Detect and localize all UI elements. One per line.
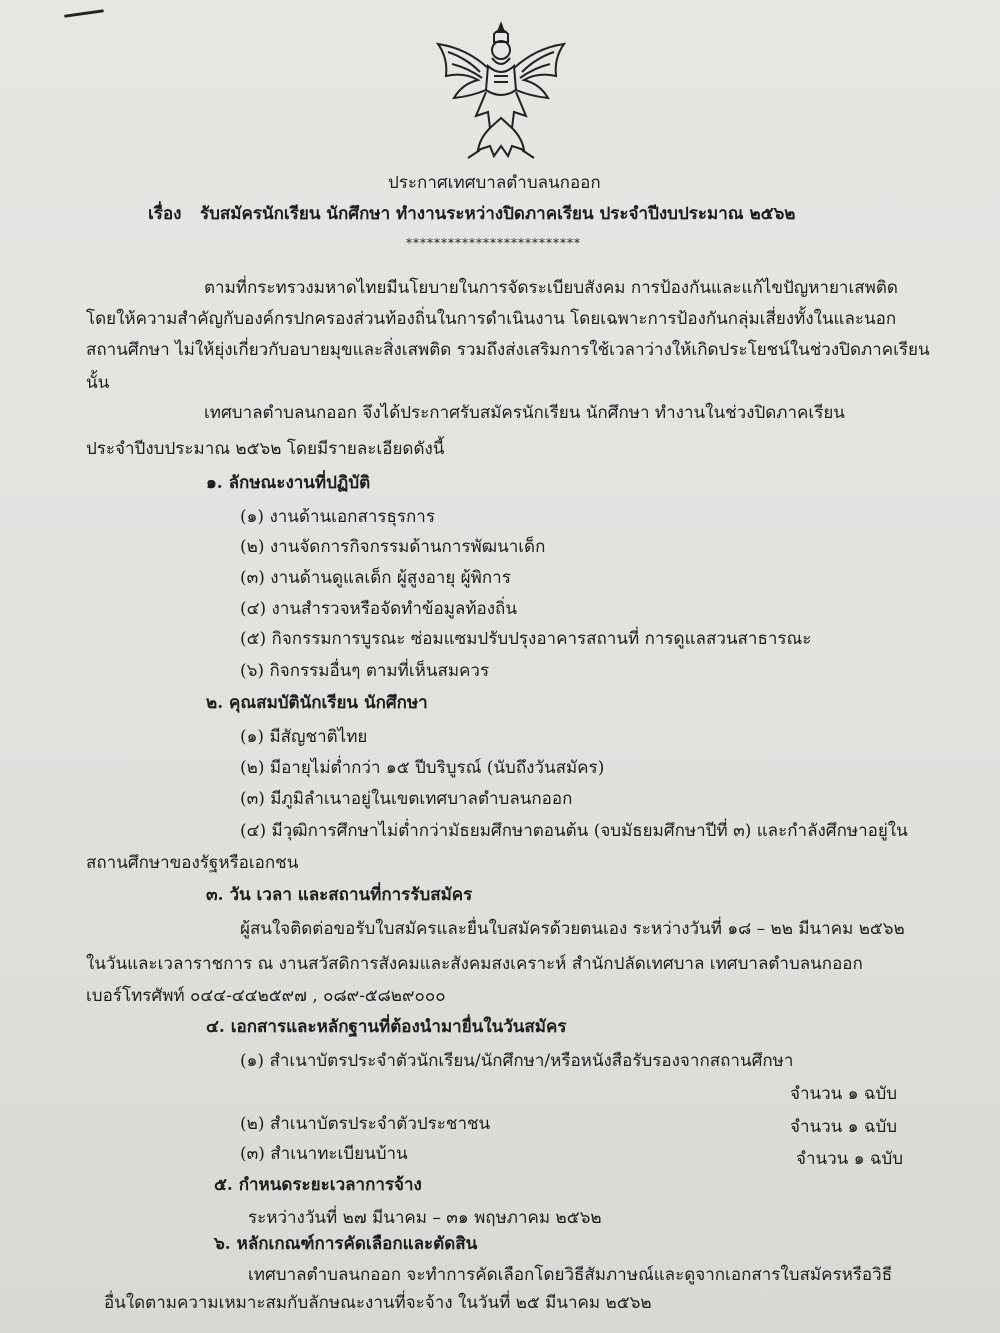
section-4-item-label: (๒) สำเนาบัตรประจำตัวประชาชน bbox=[240, 1114, 491, 1134]
section-4-item-label: (๓) สำเนาทะเบียนบ้าน bbox=[240, 1144, 408, 1164]
section-1-item: (๒) งานจัดการกิจกรรมด้านการพัฒนาเด็ก bbox=[240, 537, 546, 557]
section-1-item: (๓) งานด้านดูแลเด็ก ผู้สูงอายุ ผู้พิการ bbox=[240, 568, 511, 588]
garuda-emblem bbox=[428, 18, 574, 164]
intro-paragraph-2-line-2: ประจำปีงบประมาณ ๒๕๖๒ โดยมีรายละเอียดดังนี้ bbox=[86, 439, 445, 459]
section-5-heading: ๕. กำหนดระยะเวลาการจ้าง bbox=[214, 1175, 422, 1195]
section-5-line-1: ระหว่างวันที่ ๒๗ มีนาคม – ๓๑ พฤษภาคม ๒๕๖๒ bbox=[248, 1208, 602, 1228]
section-6-line-2: อื่นใดตามความเหมาะสมกับลักษณะงานที่จะจ้าง ในวันที่ ๒๕ มีนาคม ๒๕๖๒ bbox=[104, 1293, 652, 1313]
section-4-heading: ๔. เอกสารและหลักฐานที่ต้องนำมายื่นในวันสมัคร bbox=[206, 1017, 567, 1037]
subject-text: รับสมัครนักเรียน นักศึกษา ทำงานระหว่างปิดภาคเรียน ประจำปีงบประมาณ ๒๕๖๒ bbox=[200, 204, 796, 224]
section-2-heading: ๒. คุณสมบัตินักเรียน นักศึกษา bbox=[206, 693, 428, 713]
section-1-item: (๕) กิจกรรมการบูรณะ ซ่อมแซมปรับปรุงอาคารสถานที่ การดูแลสวนสาธารณะ bbox=[240, 629, 812, 649]
intro-paragraph-2-line-1: เทศบาลตำบลนกออก จึงได้ประกาศรับสมัครนักเรียน นักศึกษา ทำงานในช่วงปิดภาคเรียน bbox=[204, 403, 845, 423]
section-4-item-quantity: จำนวน ๑ ฉบับ bbox=[790, 1084, 898, 1104]
section-3-phone-line: เบอร์โทรศัพท์ ๐๔๔-๔๔๒๕๙๗ , ๐๘๙-๕๘๒๙๐๐๐ bbox=[86, 986, 446, 1006]
section-3-heading: ๓. วัน เวลา และสถานที่การรับสมัคร bbox=[206, 885, 473, 905]
section-1-item: (๑) งานด้านเอกสารธุรการ bbox=[240, 507, 435, 527]
section-2-item: (๒) มีอายุไม่ต่ำกว่า ๑๕ ปีบริบูรณ์ (นับถึงวันสมัคร) bbox=[240, 758, 605, 778]
section-6-heading: ๖. หลักเกณฑ์การคัดเลือกและตัดสิน bbox=[214, 1234, 478, 1254]
intro-paragraph-1-line-2: โดยให้ความสำคัญกับองค์กรปกครองส่วนท้องถิ่นในการดำเนินงาน โดยเฉพาะการป้องกันกลุ่มเสี่ยงทั้งในและนอก bbox=[86, 309, 897, 329]
section-1-item: (๔) งานสำรวจหรือจัดทำข้อมูลท้องถิ่น bbox=[240, 599, 517, 619]
section-4-item-label: (๑) สำเนาบัตรประจำตัวนักเรียน/นักศึกษา/หรือหนังสือรับรองจากสถานศึกษา bbox=[240, 1051, 794, 1071]
section-2-item: (๔) มีวุฒิการศึกษาไม่ต่ำกว่ามัธยมศึกษาตอนต้น (จบมัธยมศึกษาปีที่ ๓) และกำลังศึกษาอยู่ใน bbox=[240, 821, 908, 841]
intro-paragraph-1-line-3: สถานศึกษา ไม่ให้ยุ่งเกี่ยวกับอบายมุขและสิ่งเสพติด รวมถึงส่งเสริมการใช้เวลาว่างให้เกิดประโยชน์ในช่วงปิดภาคเรียน bbox=[86, 340, 930, 360]
subject-label: เรื่อง bbox=[148, 204, 182, 224]
intro-paragraph-1-line-1: ตามที่กระทรวงมหาดไทยมีนโยบายในการจัดระเบียบสังคม การป้องกันและแก้ไขปัญหายาเสพติด bbox=[204, 278, 898, 298]
section-2-item: (๑) มีสัญชาติไทย bbox=[240, 727, 368, 747]
section-4-item-quantity: จำนวน ๑ ฉบับ bbox=[790, 1117, 898, 1137]
office-title: ประกาศเทศบาลตำบลนกออก bbox=[388, 173, 601, 193]
section-2-item: (๓) มีภูมิลำเนาอยู่ในเขตเทศบาลตำบลนกออก bbox=[240, 789, 573, 809]
section-6-line-1: เทศบาลตำบลนกออก จะทำการคัดเลือกโดยวิธีสัมภาษณ์และดูจากเอกสารใบสมัครหรือวิธี bbox=[248, 1265, 893, 1285]
section-3-line-2: ในวันและเวลาราชการ ณ งานสวัสดิการสังคมและสังคมสงเคราะห์ สำนักปลัดเทศบาล เทศบาลตำบลนกออก bbox=[86, 954, 863, 974]
section-1-item: (๖) กิจกรรมอื่นๆ ตามที่เห็นสมควร bbox=[240, 661, 490, 681]
section-1-heading: ๑. ลักษณะงานที่ปฏิบัติ bbox=[206, 473, 371, 493]
title-separator: ************************* bbox=[406, 236, 581, 250]
section-2-item-4-continuation: สถานศึกษาของรัฐหรือเอกชน bbox=[86, 853, 299, 873]
pen-mark bbox=[64, 9, 104, 18]
intro-paragraph-1-line-4: นั้น bbox=[86, 373, 110, 393]
section-3-line-1: ผู้สนใจติดต่อขอรับใบสมัครและยื่นใบสมัครด้วยตนเอง ระหว่างวันที่ ๑๘ – ๒๒ มีนาคม ๒๕๖๒ bbox=[240, 919, 905, 939]
section-4-item-quantity: จำนวน ๑ ฉบับ bbox=[796, 1149, 904, 1169]
